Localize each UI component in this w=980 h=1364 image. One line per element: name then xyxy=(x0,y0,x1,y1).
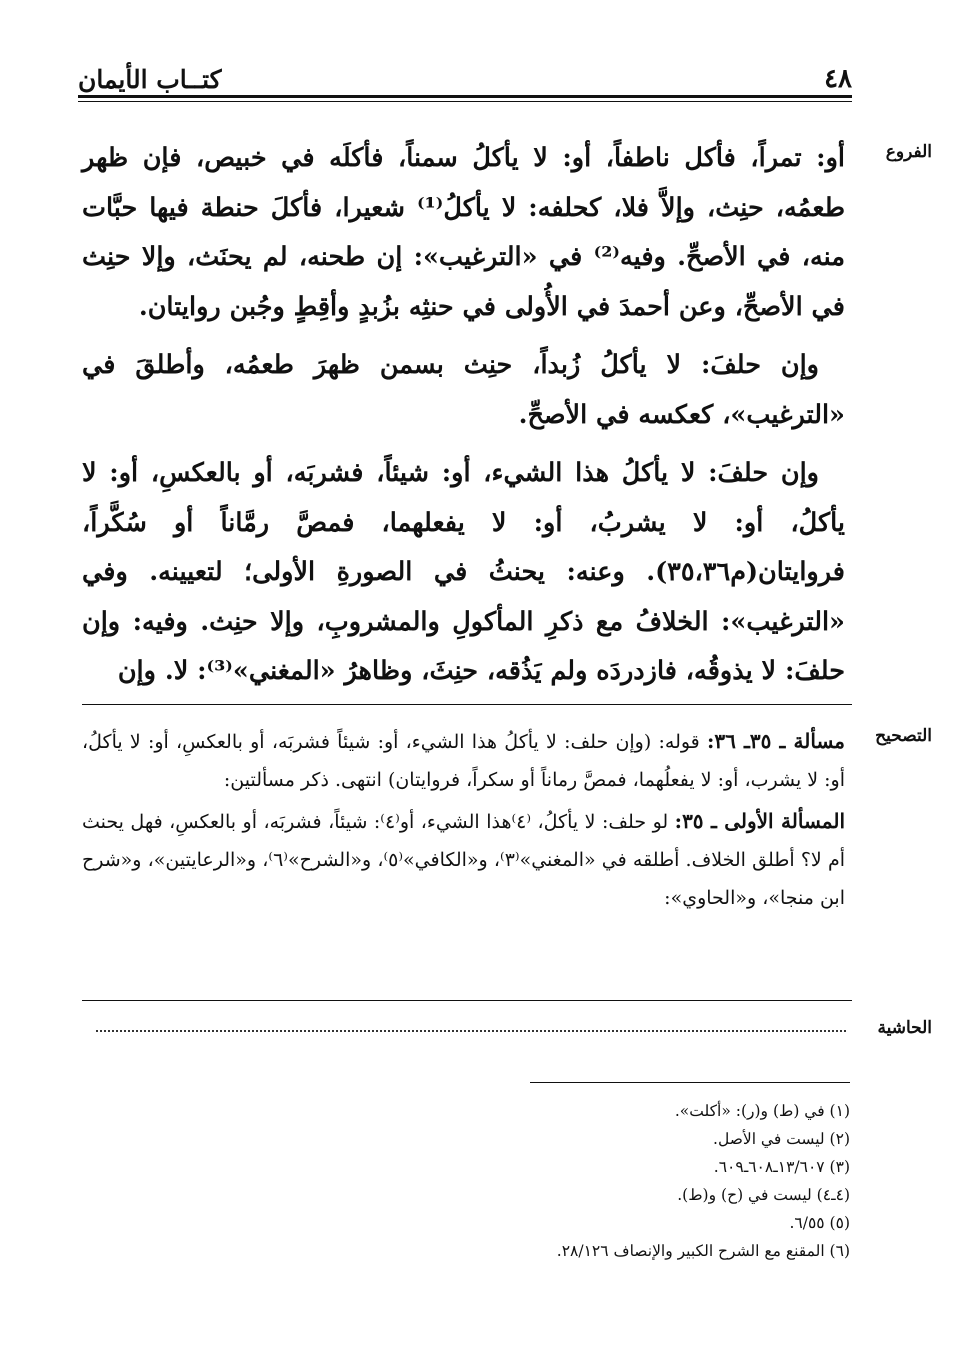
book-title: كتــاب الأيمان xyxy=(78,65,222,94)
footnote-item: (٦) المقنع مع الشرح الكبير والإنصاف ٢٨/١٢٦. xyxy=(556,1242,850,1260)
tashih-heading-2: المسألة الأولى ـ ٣٥: xyxy=(674,809,845,833)
footnote-item: (٤ـ٤) ليست في (ح) و(ط). xyxy=(677,1186,850,1204)
tashih-paragraph-2 xyxy=(82,802,845,917)
footnote-item: (٢) ليست في الأصل. xyxy=(713,1130,850,1148)
footnote-item: (١) في (ط) و(ر): «أكلت». xyxy=(674,1102,850,1120)
tashih-heading-1: مسألة ـ ٣٥ـ ٣٦: xyxy=(707,729,846,753)
furoo-paragraph-2: وإن حلفَ: لا يأكلُ زُبداً، حنِث بسمن ظهرَ طعمُه، وأطلقَ في «الترغيب»، كعكسه في الأصحِّ. xyxy=(82,350,845,430)
furoo-text xyxy=(82,134,845,697)
label-hashiya: الحاشية xyxy=(877,1018,932,1038)
tashih-body-1: قوله: (وإن حلف: لا يأكلُ هذا الشيء، أو: شيئاً فشربَه، أو بالعكسِ، أو: لا يأكلُ، أو: لا يشرب، أو: لا يفعلُهما، فمصَّ رماناً أو سكراً، فروايتان) انتهى. ذكر مسألتين: xyxy=(82,731,845,791)
section-divider-1 xyxy=(82,704,852,705)
running-header xyxy=(78,58,852,94)
tashih-text xyxy=(82,722,845,917)
furoo-paragraph-3: وإن حلفَ: لا يأكلُ هذا الشيء، أو: شيئاً، فشربَه، أو بالعكسِ، أو: لا يأكلُ، أو: لا يشربُ، أو: لا يفعلهما، فمصَّ رمَّاناً أو سُكَّراً، فروايتان(م٣٥،٣٦). وعنه: يحنثُ في الصورةِ الأولى؛ لتعيينه. وفي «الترغيب»: الخلافُ مع ذكرِ المأكولِ والمشروبِ، وإلا حنِث. وفيه: وإن حلفَ: لا يذوقُه، فازدردَه ولم يَذُقه، حنِثَ، وظاهرُ «المغني»⁽³⁾: لا. وإن xyxy=(82,458,845,686)
footnote-item: (٣) ١٣/٦٠٧ـ٦٠٨ـ٦٠٩. xyxy=(713,1158,850,1176)
footnote-rule xyxy=(530,1082,850,1083)
footnote-item: (٥) ٦/٥٥. xyxy=(789,1214,850,1232)
label-furoo: الفروع xyxy=(885,142,932,162)
tashih-body-2: لو حلف: لا يأكلُ، ⁽٤⁾هذا الشيء، أو⁽٤⁾: شيئاً، فشربَه، أو بالعكسِ، فهل يحنث أم لا؟ أطلق الخلاف. أطلقه في «المغني»⁽٣⁾، و«الكافي»⁽٥⁾، و«الشرح»⁽٦⁾، و«الرعايتين»، و«شرح ابن منجا»، و«الحاوي»: xyxy=(82,811,845,909)
furoo-paragraph-1: أو: تمراً، فأكل ناطفاً، أو: لا يأكلُ سمناً، فأكلَه في خبيص، فإن ظهر طعمُه، حنِث، وإلاَّ فلا، كحلفه: لا يأكلُ⁽¹⁾ شعيرا، فأكلَ حنطة فيها حبَّات منه، في الأصحِّ. وفيه⁽²⁾ في «الترغيب»: إن طحنه، لم يحنَث، وإلا حنِث في الأصحِّ، وعن أحمدَ في الأُولى في حنثِه بزُبدٍ وأقِطٍ وجُبن روايتان. xyxy=(82,143,846,322)
page-number: ٤٨ xyxy=(824,64,852,94)
label-tashih: التصحيح xyxy=(875,726,932,746)
section-divider-2 xyxy=(82,1000,852,1001)
hashiya-dotted-line xyxy=(96,1030,846,1032)
tashih-paragraph-1 xyxy=(82,722,845,799)
footnotes xyxy=(300,1097,850,1265)
header-rule xyxy=(78,95,852,102)
